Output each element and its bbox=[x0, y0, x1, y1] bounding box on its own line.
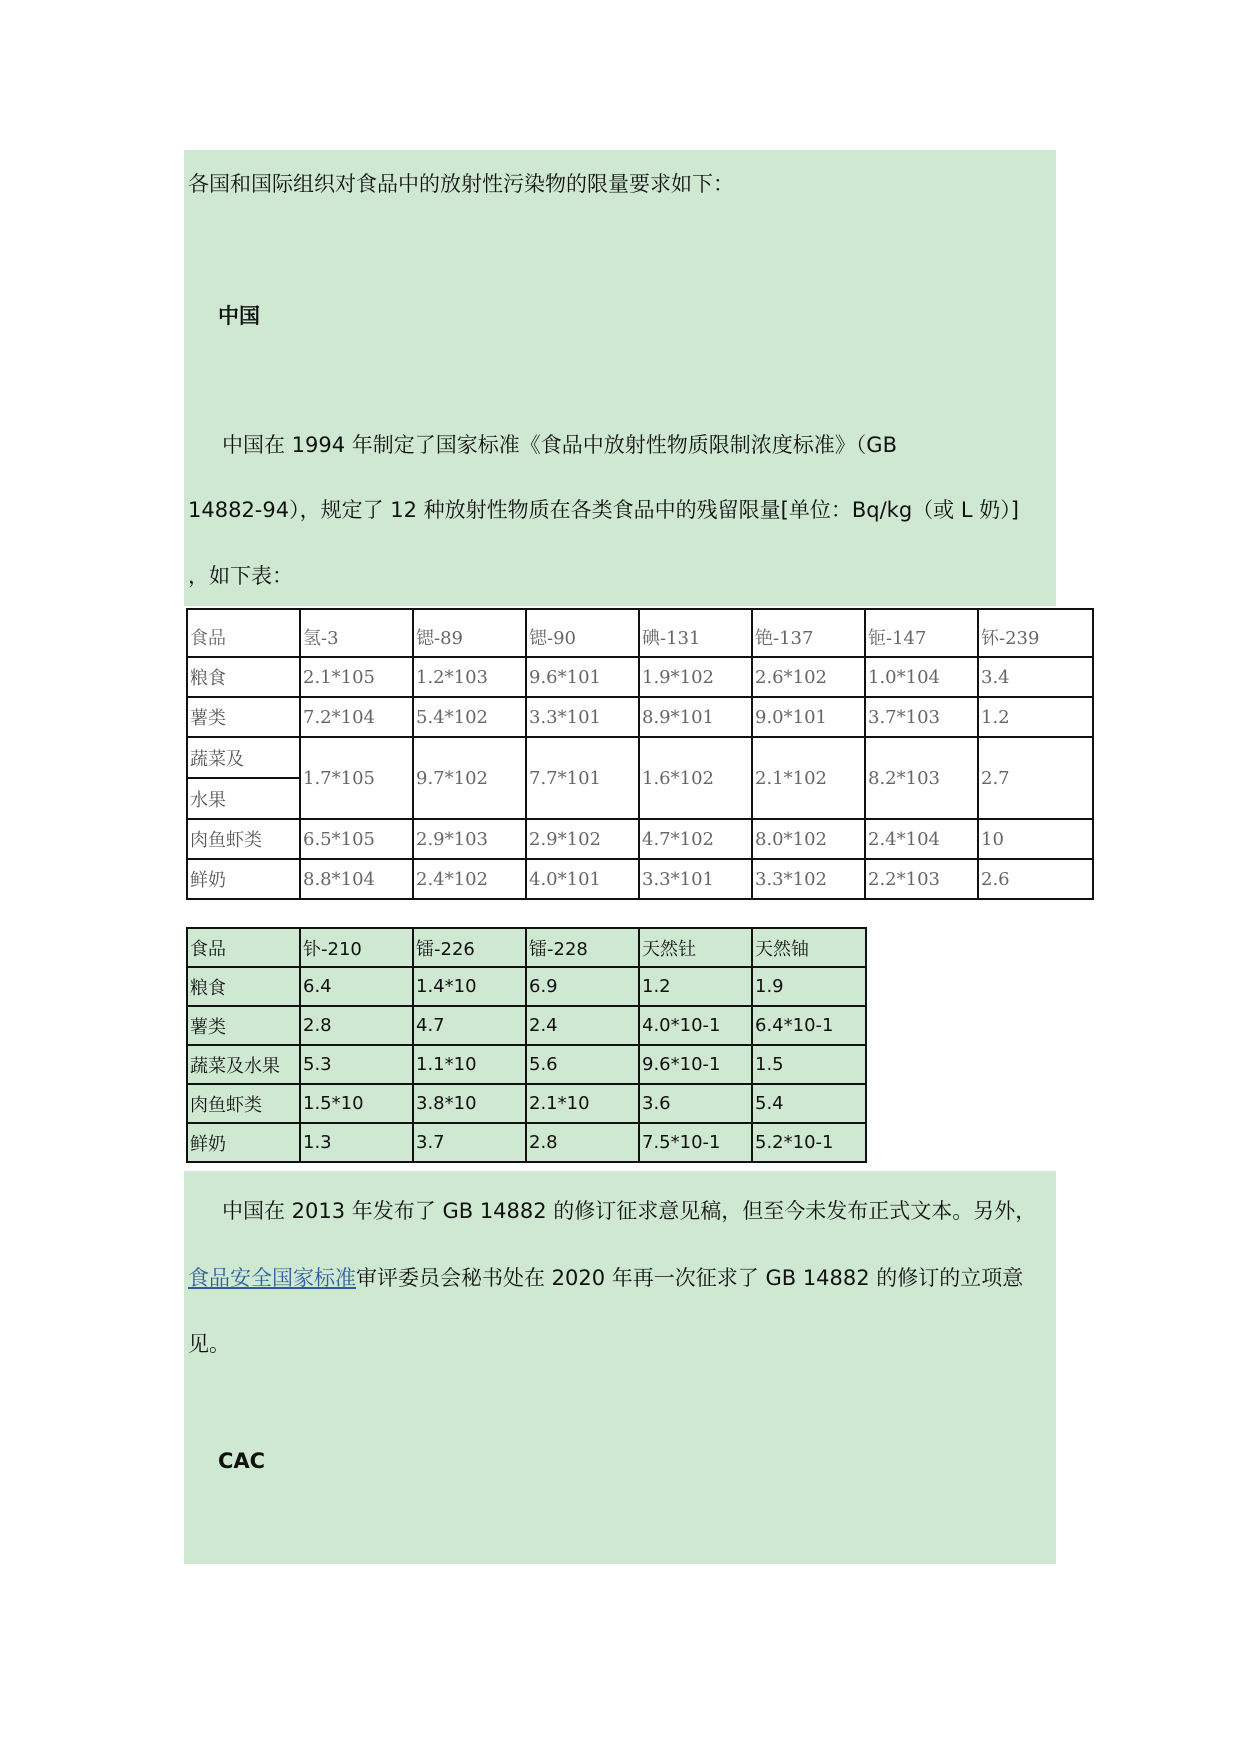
value-cell: 3.7 bbox=[413, 1123, 526, 1162]
food-cell: 蔬菜及水果 bbox=[187, 1045, 300, 1084]
table-row bbox=[187, 967, 866, 1006]
header-cell: 钚-239 bbox=[978, 609, 1093, 657]
table-header-row bbox=[187, 609, 1093, 657]
radioactive-limits-table-1 bbox=[186, 608, 1094, 900]
value-cell: 10 bbox=[978, 819, 1093, 859]
highlight-block-top bbox=[184, 150, 1056, 606]
value-cell: 7.2*104 bbox=[300, 697, 413, 737]
value-cell: 2.8 bbox=[526, 1123, 639, 1162]
table-row bbox=[187, 819, 1093, 859]
header-cell: 锶-90 bbox=[526, 609, 639, 657]
value-cell: 2.8 bbox=[300, 1006, 413, 1045]
paragraph-2-line-2-text: 审评委员会秘书处在 2020 年再一次征求了 GB 14882 的修订的立项意 bbox=[356, 1266, 1024, 1290]
value-cell: 2.6*102 bbox=[752, 657, 865, 697]
value-cell: 5.4*102 bbox=[413, 697, 526, 737]
value-cell: 5.2*10-1 bbox=[752, 1123, 866, 1162]
value-cell: 1.3 bbox=[300, 1123, 413, 1162]
food-cell: 鲜奶 bbox=[187, 1123, 300, 1162]
value-cell: 6.4 bbox=[300, 967, 413, 1006]
value-cell: 4.7*102 bbox=[639, 819, 752, 859]
value-cell: 7.5*10-1 bbox=[639, 1123, 752, 1162]
table-row bbox=[187, 1123, 866, 1162]
value-cell: 2.1*105 bbox=[300, 657, 413, 697]
value-cell: 2.1*10 bbox=[526, 1084, 639, 1123]
value-cell: 1.5*10 bbox=[300, 1084, 413, 1123]
value-cell: 1.5 bbox=[752, 1045, 866, 1084]
value-cell: 7.7*101 bbox=[526, 737, 639, 819]
value-cell: 5.4 bbox=[752, 1084, 866, 1123]
value-cell: 8.8*104 bbox=[300, 859, 413, 899]
value-cell: 4.0*10-1 bbox=[639, 1006, 752, 1045]
value-cell: 3.3*101 bbox=[639, 859, 752, 899]
value-cell: 4.0*101 bbox=[526, 859, 639, 899]
value-cell: 1.4*10 bbox=[413, 967, 526, 1006]
value-cell: 2.9*102 bbox=[526, 819, 639, 859]
value-cell: 9.6*10-1 bbox=[639, 1045, 752, 1084]
header-cell: 镭-226 bbox=[413, 928, 526, 967]
food-cell-line-1: 蔬菜及 bbox=[188, 738, 299, 779]
food-cell: 薯类 bbox=[187, 1006, 300, 1045]
value-cell: 1.9*102 bbox=[639, 657, 752, 697]
paragraph-2-line-1: 中国在 2013 年发布了 GB 14882 的修订征求意见稿，但至今未发布正式文本。另外， bbox=[222, 1199, 1037, 1223]
value-cell: 9.7*102 bbox=[413, 737, 526, 819]
header-cell: 铯-137 bbox=[752, 609, 865, 657]
header-cell: 食品 bbox=[187, 609, 300, 657]
value-cell: 2.6 bbox=[978, 859, 1093, 899]
value-cell: 9.0*101 bbox=[752, 697, 865, 737]
value-cell: 2.4 bbox=[526, 1006, 639, 1045]
value-cell: 3.8*10 bbox=[413, 1084, 526, 1123]
value-cell: 1.0*104 bbox=[865, 657, 978, 697]
intro-text: 各国和国际组织对食品中的放射性污染物的限量要求如下： bbox=[188, 172, 734, 196]
value-cell: 2.1*102 bbox=[752, 737, 865, 819]
value-cell: 2.4*102 bbox=[413, 859, 526, 899]
value-cell: 2.9*103 bbox=[413, 819, 526, 859]
value-cell: 2.4*104 bbox=[865, 819, 978, 859]
food-cell: 肉鱼虾类 bbox=[187, 819, 300, 859]
value-cell: 1.6*102 bbox=[639, 737, 752, 819]
value-cell: 3.3*101 bbox=[526, 697, 639, 737]
value-cell: 6.9 bbox=[526, 967, 639, 1006]
food-cell: 薯类 bbox=[187, 697, 300, 737]
header-cell: 镭-228 bbox=[526, 928, 639, 967]
paragraph-1-line-2: 14882-94），规定了 12 种放射性物质在各类食品中的残留限量[单位：Bq/kg（或 L 奶）] bbox=[188, 498, 1019, 522]
header-cell: 天然钍 bbox=[639, 928, 752, 967]
table-row bbox=[187, 697, 1093, 737]
table-row bbox=[187, 657, 1093, 697]
paragraph-2-line-2 bbox=[188, 1264, 1023, 1292]
value-cell: 1.7*105 bbox=[300, 737, 413, 819]
table-row bbox=[187, 1084, 866, 1123]
section-heading-china: 中国 bbox=[218, 304, 260, 328]
value-cell: 9.6*101 bbox=[526, 657, 639, 697]
table-row bbox=[187, 737, 1093, 819]
value-cell: 6.5*105 bbox=[300, 819, 413, 859]
value-cell: 1.1*10 bbox=[413, 1045, 526, 1084]
table-row bbox=[187, 859, 1093, 899]
paragraph-1-line-3: ，如下表： bbox=[188, 564, 293, 588]
value-cell: 5.3 bbox=[300, 1045, 413, 1084]
header-cell: 氢-3 bbox=[300, 609, 413, 657]
value-cell: 3.3*102 bbox=[752, 859, 865, 899]
food-cell: 粮食 bbox=[187, 967, 300, 1006]
table-header-row bbox=[187, 928, 866, 967]
header-cell: 食品 bbox=[187, 928, 300, 967]
paragraph-1-line-1: 中国在 1994 年制定了国家标准《食品中放射性物质限制浓度标准》（GB bbox=[222, 433, 897, 457]
value-cell: 5.6 bbox=[526, 1045, 639, 1084]
highlight-block-bottom bbox=[184, 1171, 1056, 1564]
value-cell: 1.9 bbox=[752, 967, 866, 1006]
table-row bbox=[187, 1045, 866, 1084]
header-cell: 钋-210 bbox=[300, 928, 413, 967]
header-cell: 天然铀 bbox=[752, 928, 866, 967]
section-heading-cac: CAC bbox=[218, 1449, 266, 1473]
value-cell: 1.2*103 bbox=[413, 657, 526, 697]
food-cell bbox=[187, 737, 300, 819]
paragraph-2-line-3: 见。 bbox=[188, 1332, 230, 1356]
header-cell: 钷-147 bbox=[865, 609, 978, 657]
value-cell: 2.7 bbox=[978, 737, 1093, 819]
value-cell: 1.2 bbox=[978, 697, 1093, 737]
food-cell: 肉鱼虾类 bbox=[187, 1084, 300, 1123]
value-cell: 8.2*103 bbox=[865, 737, 978, 819]
food-safety-standard-link[interactable]: 食品安全国家标准 bbox=[188, 1266, 356, 1290]
value-cell: 3.4 bbox=[978, 657, 1093, 697]
value-cell: 1.2 bbox=[639, 967, 752, 1006]
value-cell: 8.9*101 bbox=[639, 697, 752, 737]
table-row bbox=[187, 1006, 866, 1045]
header-cell: 锶-89 bbox=[413, 609, 526, 657]
food-cell-line-2: 水果 bbox=[190, 789, 226, 811]
radioactive-limits-table-2 bbox=[186, 927, 867, 1163]
value-cell: 2.2*103 bbox=[865, 859, 978, 899]
value-cell: 6.4*10-1 bbox=[752, 1006, 866, 1045]
food-cell: 粮食 bbox=[187, 657, 300, 697]
food-cell: 鲜奶 bbox=[187, 859, 300, 899]
value-cell: 4.7 bbox=[413, 1006, 526, 1045]
value-cell: 3.6 bbox=[639, 1084, 752, 1123]
value-cell: 3.7*103 bbox=[865, 697, 978, 737]
value-cell: 8.0*102 bbox=[752, 819, 865, 859]
header-cell: 碘-131 bbox=[639, 609, 752, 657]
